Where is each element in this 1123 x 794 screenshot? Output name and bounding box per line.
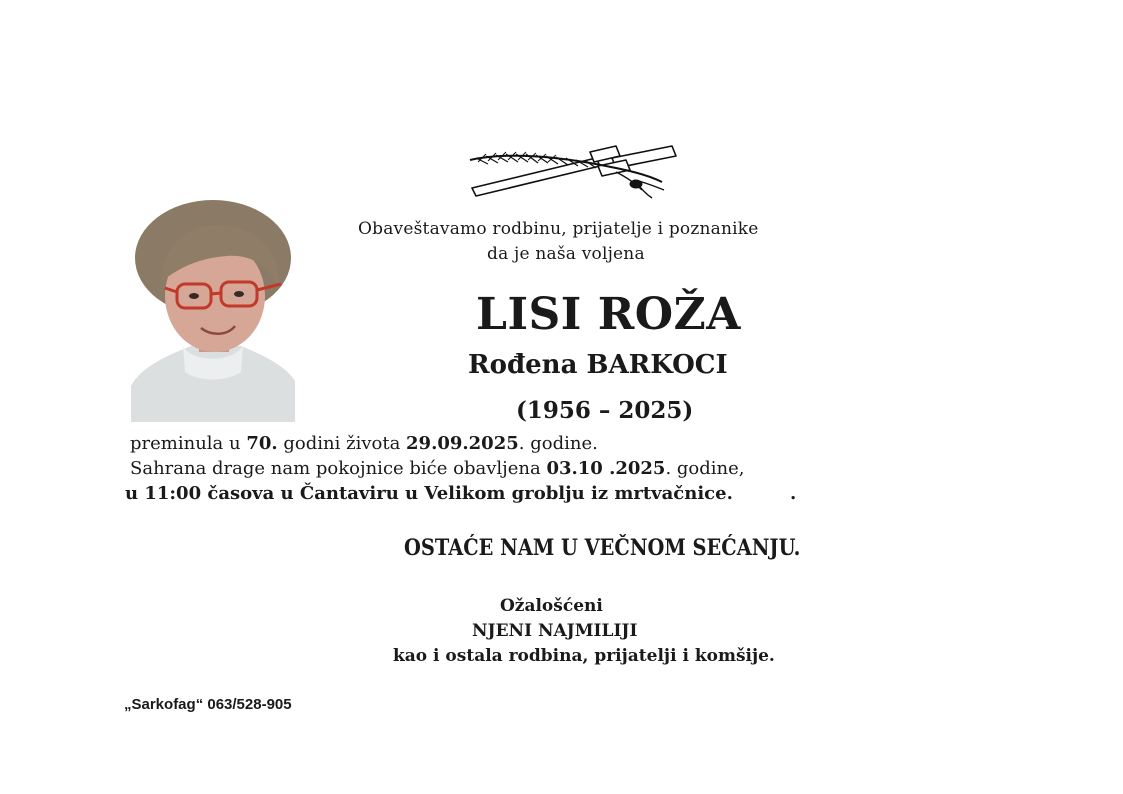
life-years: (1956 – 2025) [516,397,694,424]
death-info-line [130,433,598,454]
text: preminula u [130,433,247,454]
intro-line-1: Obaveštavamo rodbinu, prijatelje i poznanike [358,219,759,239]
maiden-name: Rođena BARKOCI [468,350,728,380]
death-date: 29.09.2025 [406,433,519,454]
mourners-line-1: Ožalošćeni [500,596,603,616]
funeral-home-contact: „Sarkofag“ 063/528-905 [124,696,292,713]
funeral-location-line: u 11:00 časova u Čantaviru u Velikom groblju iz mrtvačnice. [125,483,733,504]
portrait-photo [131,196,295,422]
age: 70. [246,433,278,454]
funeral-info-line [130,458,745,479]
text: . godine, [665,458,745,479]
text: Sahrana drage nam pokojnice biće obavljena [130,458,547,479]
mourners-line-3: kao i ostala rodbina, prijatelji i komšije. [393,646,775,666]
deceased-name: LISI ROŽA [476,289,741,340]
closing-phrase: OSTAĆE NAM U VEČNOM SEĆANJU. [404,535,801,561]
funeral-date: 03.10 .2025 [546,458,666,479]
intro-line-2: da je naša voljena [487,244,645,264]
stray-period: . [790,483,797,504]
text: . godine. [518,433,598,454]
mourners-line-2: NJENI NAJMILIJI [472,621,638,641]
text: godini života [277,433,407,454]
cross-with-palm-branch-icon [466,144,680,202]
